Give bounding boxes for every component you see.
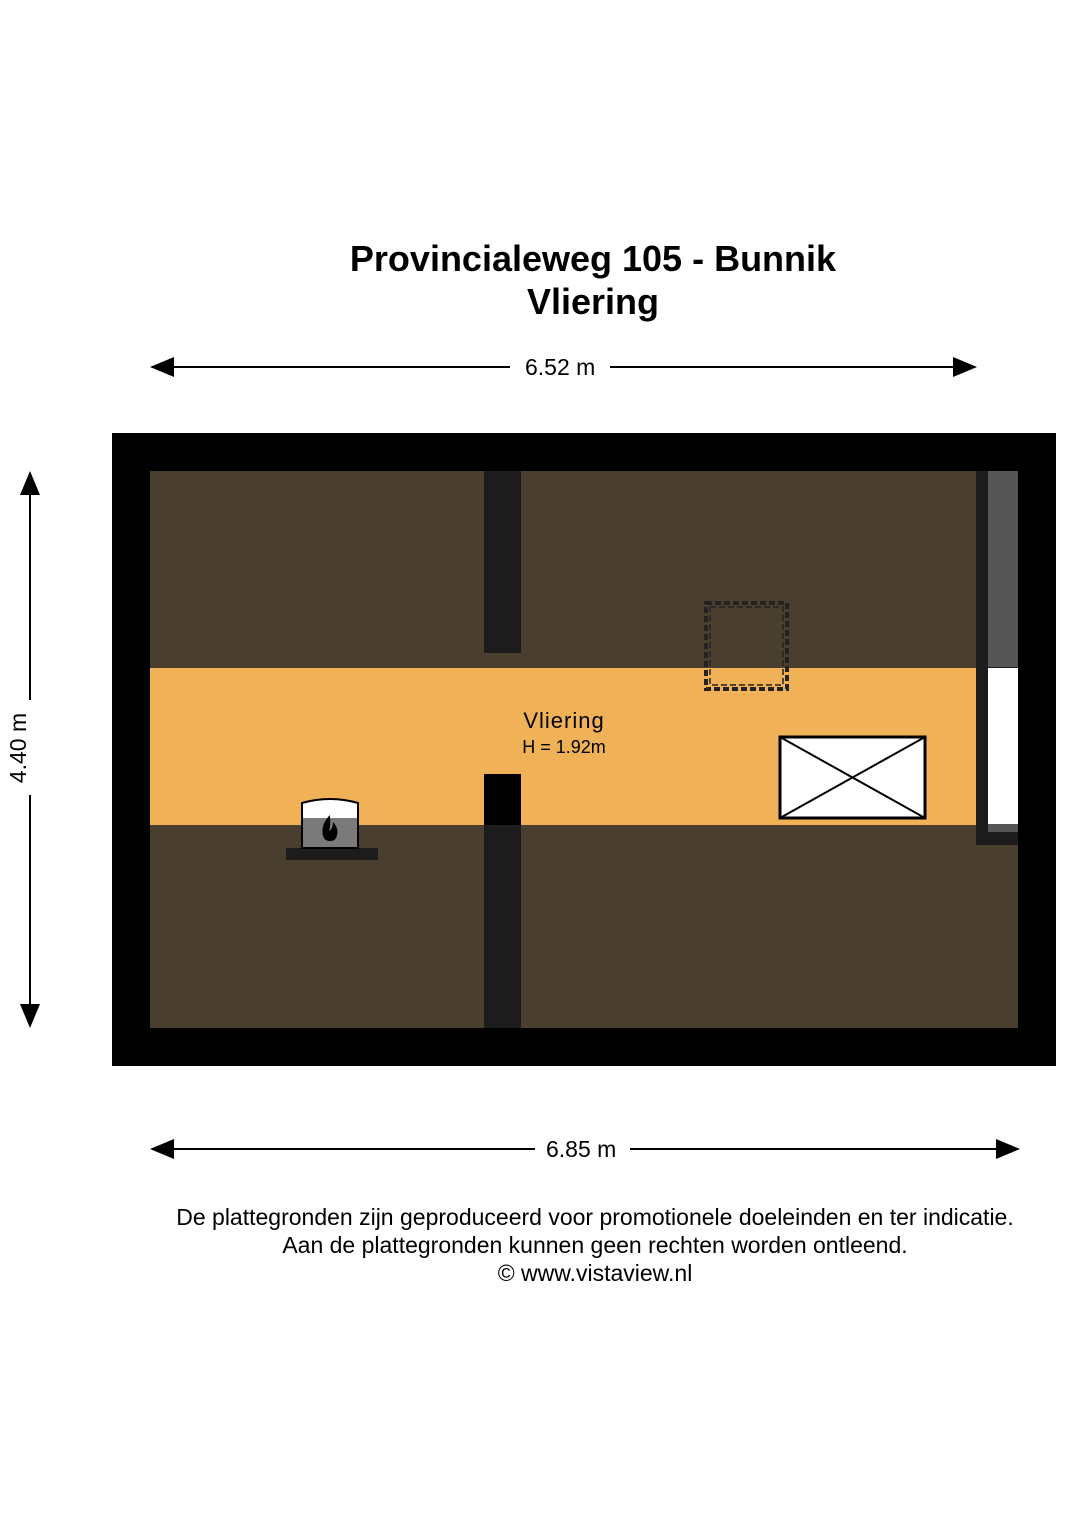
stair-opening (780, 737, 925, 818)
right-side-window (976, 471, 1018, 845)
beam-middle (484, 774, 521, 825)
dimension-left-label: 4.40 m (5, 707, 31, 789)
floor-title: Vliering (526, 281, 660, 322)
beam-bottom (484, 825, 521, 1028)
room-height: H = 1.92m (522, 737, 606, 757)
disclaimer-line-2: Aan de plattegronden kunnen geen rechten worden ontleend. (282, 1232, 908, 1258)
copyright-link[interactable]: © www.vistaview.nl (497, 1260, 693, 1286)
disclaimer-line-1: De plattegronden zijn geproduceerd voor promotionele doeleinden en ter indicatie. (176, 1204, 1014, 1230)
room-name: Vliering (523, 708, 605, 733)
beam-top (484, 471, 521, 653)
dimension-top-label: 6.52 m (519, 354, 601, 380)
dimension-bottom-label: 6.85 m (540, 1136, 622, 1162)
address-title: Provincialeweg 105 - Bunnik (349, 238, 837, 279)
